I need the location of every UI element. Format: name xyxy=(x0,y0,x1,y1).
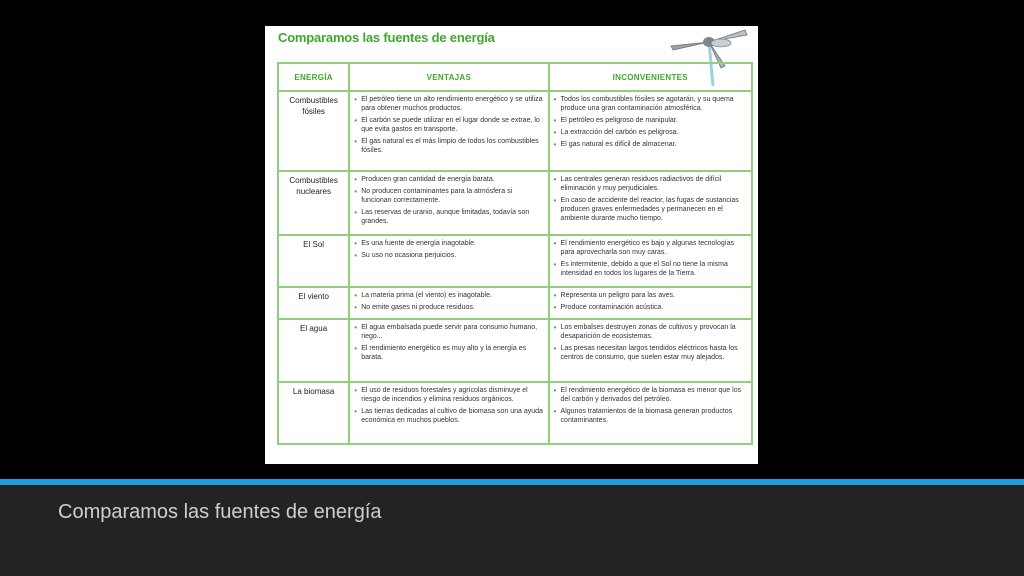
energy-name: Combustibles nucleares xyxy=(278,171,349,235)
inconvenientes-cell xyxy=(549,319,752,382)
list-item: • El petróleo tiene un alto rendimiento energético y se utiliza para obtener muchos productos. xyxy=(354,95,543,113)
table-row xyxy=(278,91,752,171)
energy-table xyxy=(277,62,753,445)
table-row xyxy=(278,287,752,319)
table-header-row xyxy=(278,63,752,91)
list-item: • La materia prima (el viento) es inagotable. xyxy=(354,291,543,300)
inconvenientes-cell xyxy=(549,235,752,287)
list-item: • La extracción del carbón es peligrosa. xyxy=(554,128,747,137)
inconvenientes-cell xyxy=(549,171,752,235)
table-row xyxy=(278,171,752,235)
table-row xyxy=(278,319,752,382)
list-item: • No emite gases ni produce residuos. xyxy=(354,303,543,312)
ventajas-cell xyxy=(349,171,548,235)
inconvenientes-cell xyxy=(549,382,752,444)
caption-bar xyxy=(0,485,1024,576)
table-row xyxy=(278,382,752,444)
list-item: • No producen contaminantes para la atmósfera si funcionan correctamente. xyxy=(354,187,543,205)
ventajas-cell xyxy=(349,319,548,382)
list-item: • Su uso no ocasiona perjuicios. xyxy=(354,251,543,260)
list-item: • Las presas necesitan largos tendidos eléctricos hasta los centros de consumo, que suelen estar muy alejados. xyxy=(554,344,747,362)
inconvenientes-cell xyxy=(549,91,752,171)
list-item: • Es una fuente de energía inagotable. xyxy=(354,239,543,248)
list-item: • Las reservas de uranio, aunque limitadas, todavía son grandes. xyxy=(354,208,543,226)
header-energia: ENERGÍA xyxy=(278,63,349,91)
list-item: • Representa un peligro para las aves. xyxy=(554,291,747,300)
list-item: • El rendimiento energético es bajo y algunas tecnologías para aprovecharla son muy caras. xyxy=(554,239,747,257)
list-item: • El gas natural es difícil de almacenar. xyxy=(554,140,747,149)
list-item: • Las tierras dedicadas al cultivo de biomasa son una ayuda económica en muchos pueblos. xyxy=(354,407,543,425)
energy-comparison-image xyxy=(265,26,758,464)
energy-name: Combustibles fósiles xyxy=(278,91,349,171)
list-item: • En caso de accidente del reactor, las fugas de sustancias producen graves enfermedades y permanecen en el ambiente durante mucho tiempo. xyxy=(554,196,747,223)
ventajas-cell xyxy=(349,382,548,444)
list-item: • El petróleo es peligroso de manipular. xyxy=(554,116,747,125)
list-item: • El carbón se puede utilizar en el lugar donde se extrae, lo que evita gastos en transporte. xyxy=(354,116,543,134)
list-item: • El rendimiento energético de la biomasa es menor que los del carbón y derivados del petróleo. xyxy=(554,386,747,404)
ventajas-cell xyxy=(349,235,548,287)
ventajas-cell xyxy=(349,287,548,319)
list-item: • El rendimiento energético es muy alto y la energía es barata. xyxy=(354,344,543,362)
list-item: • El uso de residuos forestales y agrícolas disminuye el riesgo de incendios y elimina residuos orgánicos. xyxy=(354,386,543,404)
header-inconvenientes: INCONVENIENTES xyxy=(549,63,752,91)
list-item: • Las centrales generan residuos radiactivos de difícil eliminación y muy perjudiciales. xyxy=(554,175,747,193)
list-item: • Todos los combustibles fósiles se agotarán, y su quema produce una gran contaminación atmosférica. xyxy=(554,95,747,113)
inconvenientes-cell xyxy=(549,287,752,319)
energy-name: La biomasa xyxy=(278,382,349,444)
slide-caption: Comparamos las fuentes de energía xyxy=(58,501,382,523)
ventajas-cell xyxy=(349,91,548,171)
energy-name: El Sol xyxy=(278,235,349,287)
list-item: • Producen gran cantidad de energía barata. xyxy=(354,175,543,184)
list-item: • Algunos tratamientos de la biomasa generan productos contaminantes. xyxy=(554,407,747,425)
list-item: • Produce contaminación acústica. xyxy=(554,303,747,312)
header-ventajas: VENTAJAS xyxy=(349,63,548,91)
list-item: • Es intermitente, debido a que el Sol no tiene la misma intensidad en todos los lugares de la Tierra. xyxy=(554,260,747,278)
list-item: • El agua embalsada puede servir para consumo humano, riego... xyxy=(354,323,543,341)
card-title: Comparamos las fuentes de energía xyxy=(278,30,495,45)
table-row xyxy=(278,235,752,287)
energy-name: El agua xyxy=(278,319,349,382)
list-item: • El gas natural es el más limpio de todos los combustibles fósiles. xyxy=(354,137,543,155)
list-item: • Los embalses destruyen zonas de cultivos y provocan la desaparición de ecosistemas. xyxy=(554,323,747,341)
energy-name: El viento xyxy=(278,287,349,319)
